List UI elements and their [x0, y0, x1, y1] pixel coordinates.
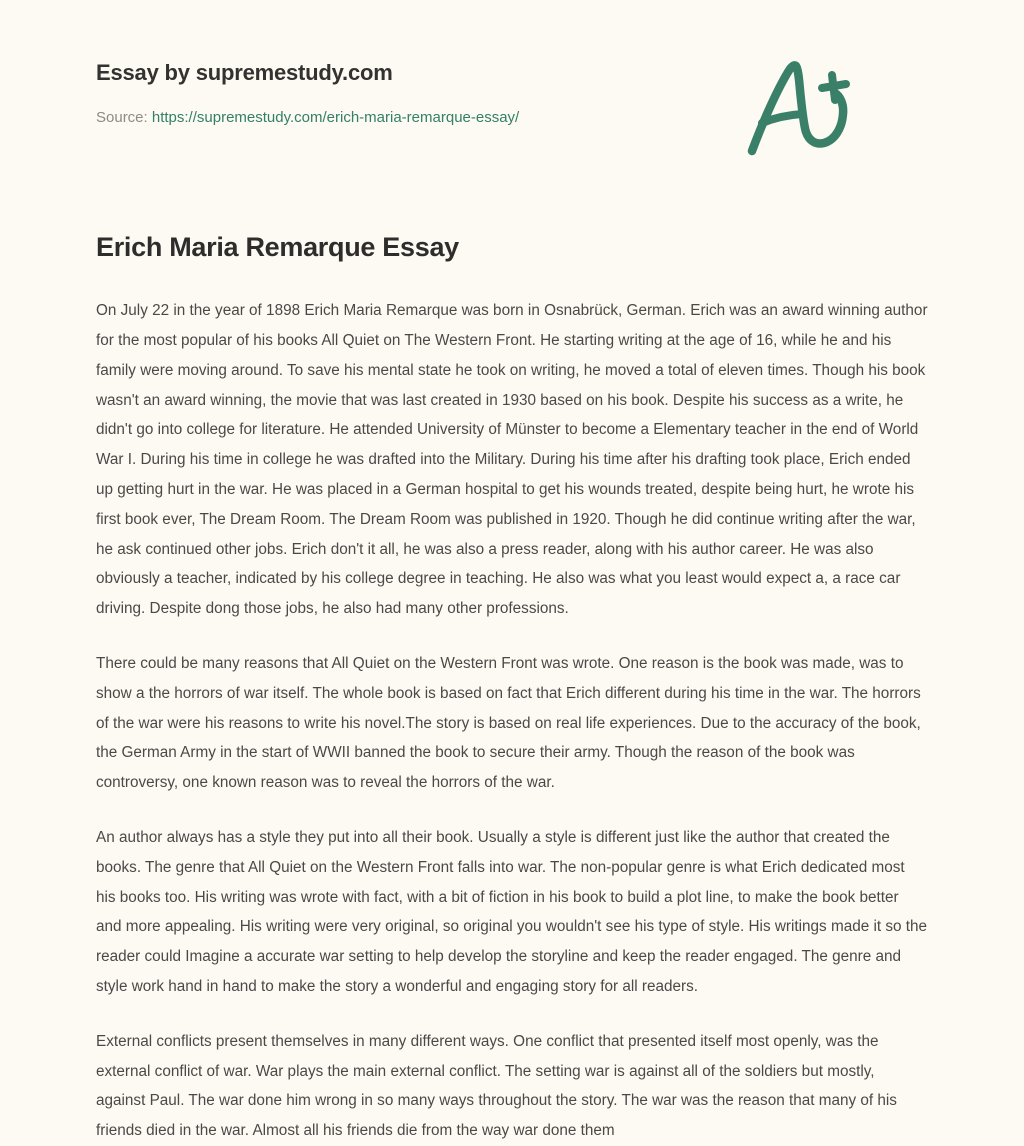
page-title: Erich Maria Remarque Essay	[96, 231, 459, 262]
article-paragraph: On July 22 in the year of 1898 Erich Maria Remarque was born in Osnabrück, German. Erich was an award winning author for the most popular of his books All Quiet on The Western Front. He starting writing at the age of 16, while he and his family were moving around. To save his mental state he took on writing, he moved a total of eleven times. Though his book wasn't an award winning, the movie that was last created in 1930 based on his book. Despite his success as a write, he didn't go into college for literature. He attended University of Münster to become a Elementary teacher in the end of World War I. During his time in college he was drafted into the Military. During his time after his drafting took place, Erich ended up getting hurt in the war. He was placed in a German hospital to get his wounds treated, despite being hurt, he wrote his first book ever, The Dream Room. The Dream Room was published in 1920. Though he did continue writing after the war, he ask continued other jobs. Erich don't it all, he was also a press reader, along with his author career. He was also obviously a teacher, indicated by his college degree in teaching. He also was what you least would expect a, a race car driving. Despite dong those jobs, he also had many other professions.	[96, 302, 928, 618]
source-line	[96, 108, 928, 128]
article-paragraph: An author always has a style they put into all their book. Usually a style is different just like the author that created the books. The genre that All Quiet on the Western Front falls into war. The non-popular genre is what Erich dedicated most his books too. His writing was wrote with fact, with a bit of fiction in his book to build a plot line, to make the book better and more appealing. His writing were very original, so original you wouldn't see his type of style. His writings made it so the reader could Imagine a accurate war setting to help develop the storyline and keep the reader engaged. The genre and style work hand in hand to make the story a wonderful and engaging story for all readers.	[96, 829, 928, 996]
article-body	[96, 296, 928, 1146]
site-title: Essay by supremestudy.com	[96, 60, 393, 85]
article	[96, 231, 928, 1146]
article-paragraph: There could be many reasons that All Quiet on the Western Front was wrote. One reason is the book was made, was to show a the horrors of war itself. The whole book is based on fact that Erich different during his time in the war. The horrors of the war were his reasons to write his novel.The story is based on real life experiences. Due to the accuracy of the book, the German Army in the start of WWII banned the book to secure their army. Though the reason of the book was controversy, one known reason was to reveal the horrors of the war.	[96, 655, 921, 792]
article-paragraph: External conflicts present themselves in many different ways. One conflict that presented itself most openly, was the external conflict of war. War plays the main external conflict. The setting war is against all of the soldiers but mostly, against Paul. The war done him wrong in so many ways throughout the story. The war was the reason that many of his friends died in the war. Almost all his friends die from the way war done them	[96, 1032, 897, 1140]
source-label: Source:	[96, 109, 148, 127]
page-header	[96, 0, 928, 128]
source-url-link[interactable]: https://supremestudy.com/erich-maria-remarque-essay/	[151, 109, 520, 127]
